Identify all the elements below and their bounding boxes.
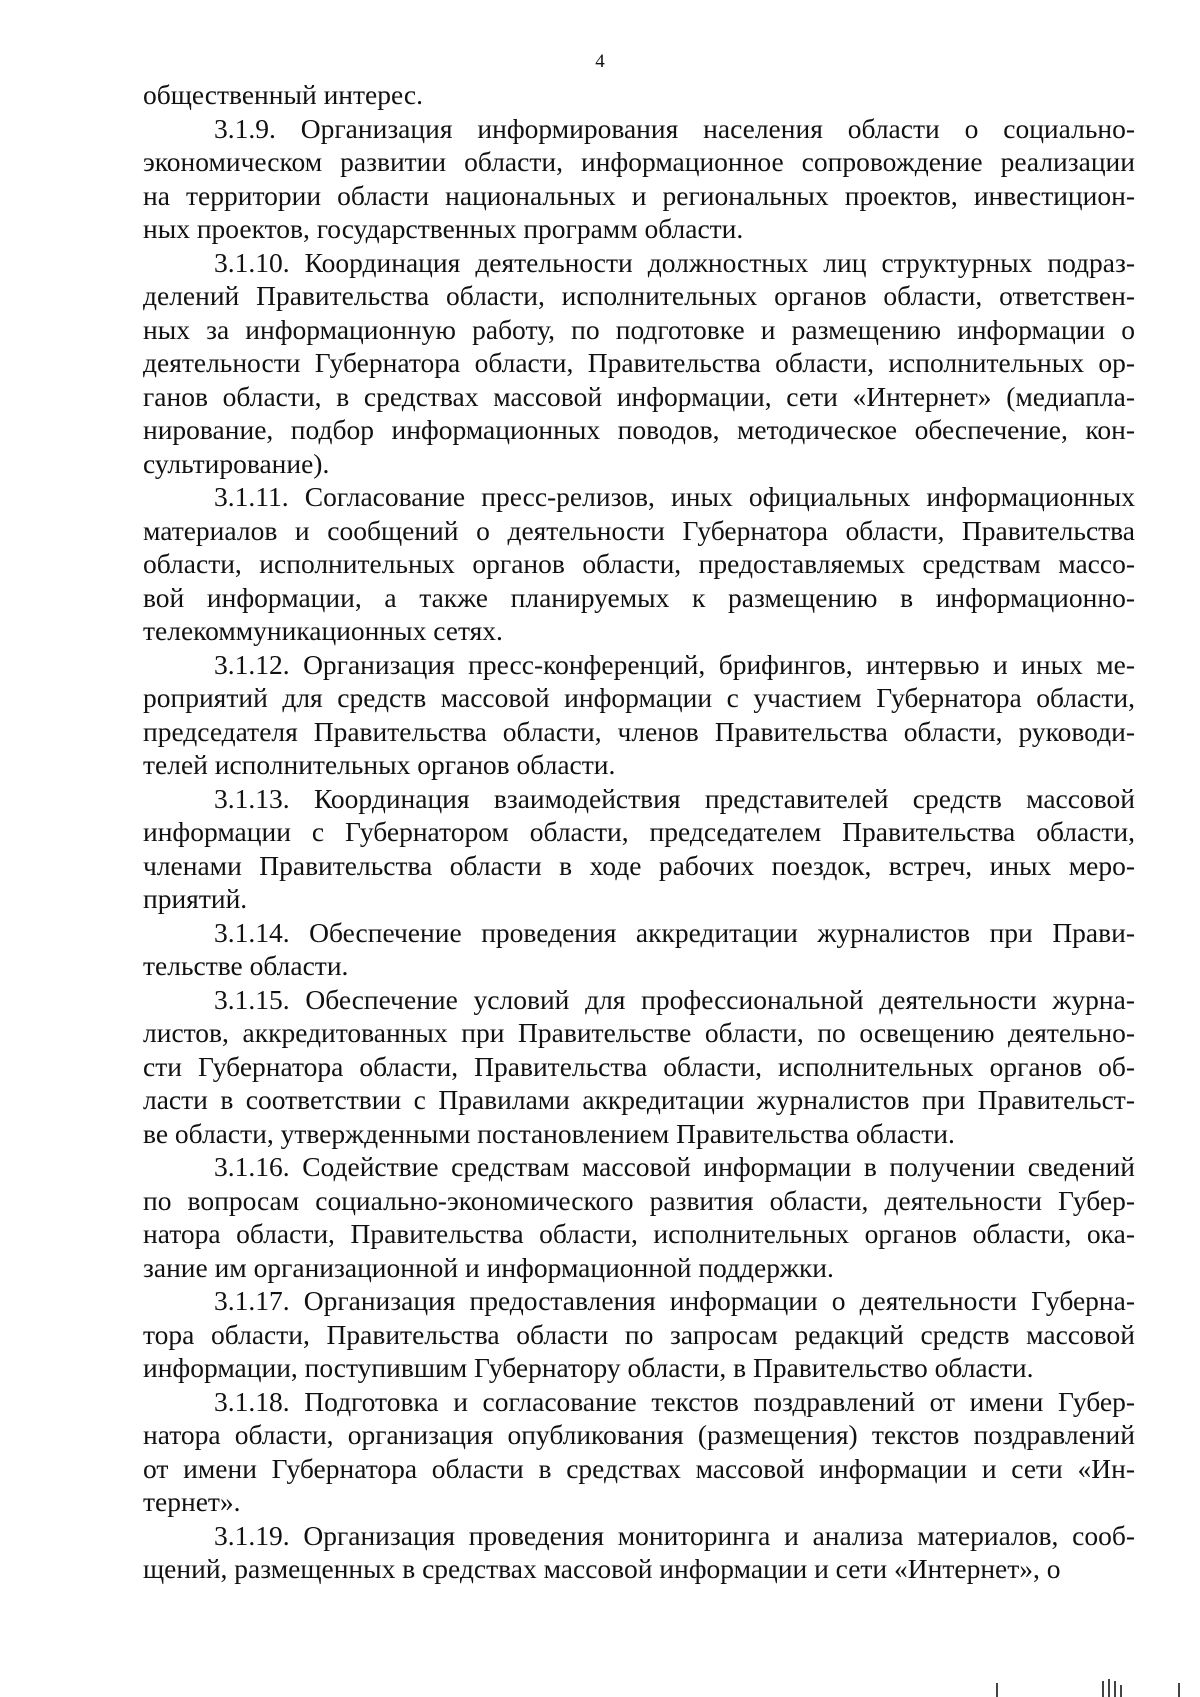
text-line: 3.1.11. Согласование пресс-релизов, иных официальных информационных <box>214 481 1135 512</box>
paragraph-3-1-16 <box>143 1150 1135 1284</box>
text-line: ласти в соответствии с Правилами аккредитации журналистов при Правительст- <box>143 1084 1135 1115</box>
text-line: экономическом развитии области, информационное сопровождение реализации <box>143 146 1135 177</box>
text-line: нирование, подбор информационных поводов, методическое обеспечение, кон- <box>143 414 1135 445</box>
text-line: щений, размещенных в средствах массовой информации и сети «Интернет», о <box>143 1553 1061 1584</box>
text-line: области, исполнительных органов области, предоставляемых средствам массо- <box>143 548 1135 579</box>
paragraph-continuation <box>143 78 1135 112</box>
text-line: ве области, утвержденными постановлением Правительства области. <box>143 1117 955 1149</box>
paragraph-3-1-11 <box>143 480 1135 648</box>
page-number: 4 <box>595 51 605 72</box>
text-line: членами Правительства области в ходе рабочих поездок, встреч, иных меро- <box>143 849 1135 881</box>
text-line: материалов и сообщений о деятельности Губернатора области, Правительства <box>143 514 1135 546</box>
text-line: по вопросам социально-экономического развития области, деятельности Губер- <box>143 1184 1135 1216</box>
text-line: председателя Правительства области, членов Правительства области, руководи- <box>143 715 1135 747</box>
text-line: сти Губернатора области, Правительства области, исполнительных органов об- <box>143 1050 1135 1082</box>
paragraph-3-1-19 <box>143 1519 1135 1586</box>
scan-edge-marks <box>984 1675 1184 1697</box>
text-line: телей исполнительных органов области. <box>143 749 616 780</box>
text-line: 3.1.9. Организация информирования населения области о социально- <box>214 112 1135 144</box>
text-line: информации, поступившим Губернатору области, в Правительство области. <box>143 1352 1034 1383</box>
text-line: 3.1.13. Координация взаимодействия представителей средств массовой <box>214 782 1135 814</box>
paragraph-3-1-15 <box>143 983 1135 1151</box>
text-line: листов, аккредитованных при Правительстве области, по освещению деятельно- <box>143 1017 1135 1048</box>
text-line: общественный интерес. <box>143 79 423 110</box>
text-line: делений Правительства области, исполнительных органов области, ответствен- <box>143 280 1135 311</box>
document-body <box>143 78 1135 1586</box>
text-line: ганов области, в средствах массовой информации, сети «Интернет» (медиапла- <box>143 380 1135 412</box>
text-line: 3.1.15. Обеспечение условий для профессиональной деятельности журна- <box>214 983 1135 1015</box>
text-line: вой информации, а также планируемых к размещению в информационно- <box>143 581 1135 613</box>
text-line: телекоммуникационных сетях. <box>143 615 503 646</box>
text-line: тора области, Правительства области по запросам редакций средств массовой <box>143 1318 1135 1350</box>
paragraph-3-1-9 <box>143 112 1135 246</box>
text-line: натора области, организация опубликования (размещения) текстов поздравлений <box>143 1419 1135 1450</box>
text-line: информации с Губернатором области, председателем Правительства области, <box>143 816 1135 847</box>
paragraph-3-1-10 <box>143 246 1135 481</box>
text-line: 3.1.14. Обеспечение проведения аккредитации журналистов при Прави- <box>214 916 1135 948</box>
paragraph-3-1-13 <box>143 782 1135 916</box>
text-line: ных проектов, государственных программ области. <box>143 213 744 244</box>
text-line: 3.1.17. Организация предоставления информации о деятельности Губерна- <box>214 1285 1135 1316</box>
text-line: зание им организационной и информационной поддержки. <box>143 1251 834 1283</box>
text-line: тернет». <box>143 1486 241 1517</box>
paragraph-3-1-17 <box>143 1284 1135 1385</box>
text-line: 3.1.19. Организация проведения мониторинга и анализа материалов, сооб- <box>214 1519 1135 1551</box>
text-line: 3.1.10. Координация деятельности должностных лиц структурных подраз- <box>214 246 1135 278</box>
paragraph-3-1-18 <box>143 1385 1135 1519</box>
text-line: натора области, Правительства области, исполнительных органов области, ока- <box>143 1218 1135 1249</box>
text-line: 3.1.12. Организация пресс-конференций, брифингов, интервью и иных ме- <box>214 648 1135 680</box>
text-line: роприятий для средств массовой информации с участием Губернатора области, <box>143 682 1135 713</box>
text-line: на территории области национальных и региональных проектов, инвестицион- <box>143 179 1135 211</box>
paragraph-3-1-12 <box>143 648 1135 782</box>
paragraph-3-1-14 <box>143 916 1135 983</box>
text-line: деятельности Губернатора области, Правительства области, исполнительных ор- <box>143 347 1135 378</box>
text-line: 3.1.16. Содействие средствам массовой информации в получении сведений <box>214 1151 1135 1182</box>
text-line: сультирование). <box>143 447 330 479</box>
text-line: ных за информационную работу, по подготовке и размещению информации о <box>143 313 1135 345</box>
text-line: 3.1.18. Подготовка и согласование текстов поздравлений от имени Губер- <box>214 1385 1135 1417</box>
text-line: приятий. <box>143 883 248 914</box>
text-line: тельстве области. <box>143 950 349 981</box>
text-line: от имени Губернатора области в средствах массовой информации и сети «Ин- <box>143 1452 1135 1484</box>
